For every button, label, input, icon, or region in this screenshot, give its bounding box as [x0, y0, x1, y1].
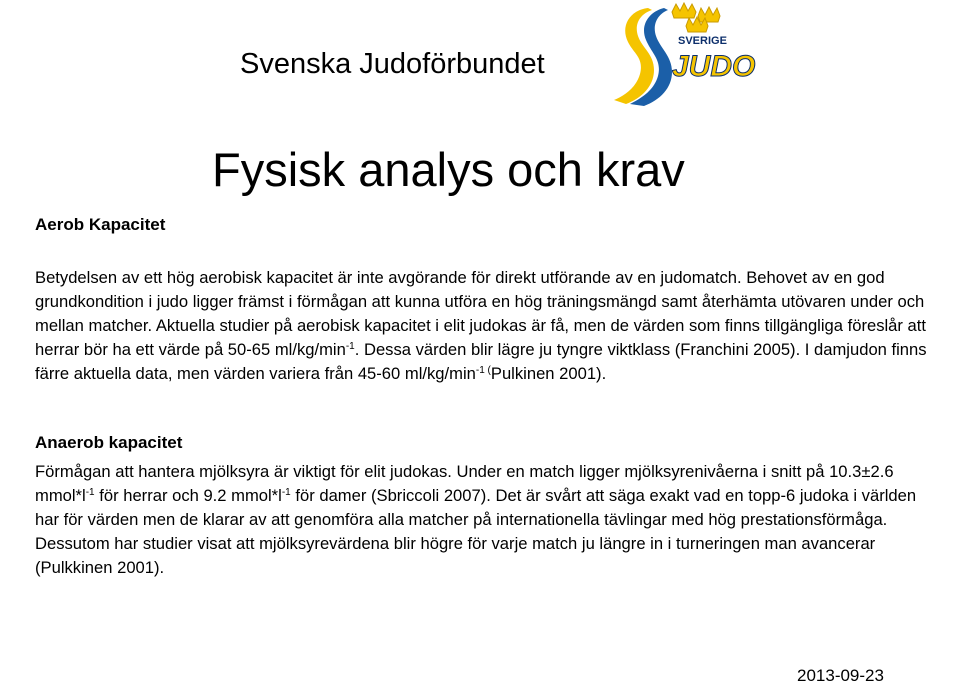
- crowns-icon: [672, 3, 720, 32]
- anaerob-sup-1: -1: [85, 487, 95, 498]
- aerob-text-2: . Dessa värden blir lägre ju tyngre viktklass (Franchini 2005). I damjudon finns färre aktuella data, men värden variera från 45-60 ml/kg/min: [35, 340, 927, 383]
- ss-swoosh-icon: [614, 8, 672, 106]
- aerob-paragraph: [35, 266, 935, 386]
- aerob-sup-1: -1: [345, 341, 355, 352]
- anaerob-paragraph: [35, 460, 935, 580]
- aerob-text-3: Pulkinen 2001).: [490, 364, 607, 383]
- anaerob-text-3: för damer (Sbriccoli 2007). Det är svårt att säga exakt vad en topp-6 judoka i världen har för värden men de klarar av att genomföra alla matcher på internationella tävlingar med hög prestationsförmåga. Dessutom har studier visat att mjölksyrevärdena blir högre för varje match ju längre in i turneringen man avancerar (Pulkkinen 2001).: [35, 486, 917, 577]
- logo-judo-text: JUDO: [672, 50, 756, 83]
- logo-sverige-text: SVERIGE: [678, 35, 727, 47]
- aerob-heading: Aerob Kapacitet: [35, 215, 166, 234]
- anaerob-text-1: Förmågan att hantera mjölksyra är viktigt för elit judokas. Under en match ligger mjölksyrenivåerna i snitt på 10.3±2.6 mmol*l: [35, 462, 894, 505]
- anaerob-text-2: för herrar och 9.2 mmol*l: [94, 486, 282, 505]
- page-title: Fysisk analys och krav: [212, 143, 685, 196]
- anaerob-heading: Anaerob kapacitet: [35, 433, 183, 452]
- judo-sverige-logo: [610, 2, 756, 112]
- page-date: 2013-09-23: [797, 666, 884, 685]
- aerob-sup-2: -1 (: [475, 365, 491, 376]
- aerob-text-1: Betydelsen av ett hög aerobisk kapacitet är inte avgörande för direkt utförande av en judomatch. Behovet av en god grundkondition i judo ligger främst i förmågan att kunna utföra en hög träningsmängd samt återhämta utövaren under och mellan matcher. Aktuella studier på aerobisk kapacitet i elit judokas är få, men de värden som finns tillgängliga föreslår att herrar bör ha ett värde på 50-65 ml/kg/min: [35, 268, 926, 359]
- organization-name: Svenska Judoförbundet: [240, 48, 545, 80]
- anaerob-sup-2: -1: [281, 487, 291, 498]
